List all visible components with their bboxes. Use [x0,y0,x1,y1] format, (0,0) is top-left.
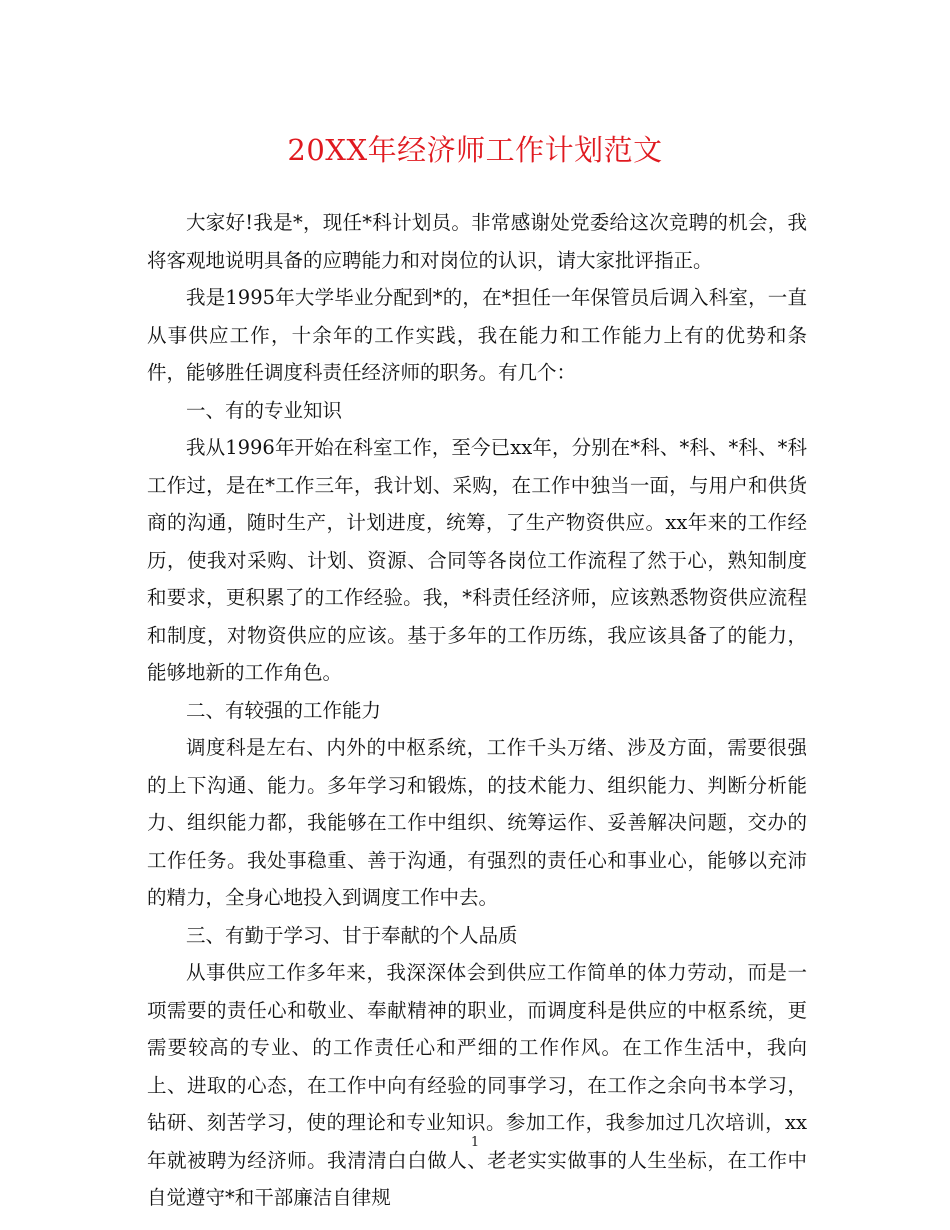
document-title: 20XX年经济师工作计划范文 [287,133,663,167]
paragraph-section-3: 从事供应工作多年来，我深深体会到供应工作简单的体力劳动，而是一项需要的责任心和敬业、奉献精神的职业，而调度科是供应的中枢系统，更需要较高的专业、的工作责任心和严细的工作作风。在工作生活中，我向上、进取的心态，在工作中向有经验的同事学习，在工作之余向书本学习，钻研、刻苦学习，使的理论和专业知识。参加工作，我参加过几次培训，xx年就被聘为经济师。我清清白白做人、老老实实做事的人生坐标，在工作中自觉遵守*和干部廉洁自律规 [147,961,807,1209]
paragraph-section-2: 调度科是左右、内外的中枢系统，工作千头万绪、涉及方面，需要很强的上下沟通、能力。多年学习和锻炼，的技术能力、组织能力、判断分析能力、组织能力都，我能够在工作中组织、统筹运作、妥善解决问题，交办的工作任务。我处事稳重、善于沟通，有强烈的责任心和事业心，能够以充沛的精力，全身心地投入到调度工作中去。 [147,736,807,909]
page-number: 1 [470,1135,480,1150]
section-heading-3: 三、有勤于学习、甘于奉献的个人品质 [186,923,518,947]
paragraph-intro: 大家好!我是*，现任*科计划员。非常感谢处党委给这次竞聘的机会，我将客观地说明具备的应聘能力和对岗位的认识，请大家批评指正。 [147,211,807,272]
section-heading-2: 二、有较强的工作能力 [186,698,382,722]
paragraph-section-1: 我从1996年开始在科室工作，至今已xx年，分别在*科、*科、*科、*科工作过，是在*工作三年，我计划、采购，在工作中独当一面，与用户和供货商的沟通，随时生产，计划进度，统筹，了生产物资供应。xx年来的工作经历，使我对采购、计划、资源、合同等各岗位工作流程了然于心，熟知制度和要求，更积累了的工作经验。我，*科责任经济师，应该熟悉物资供应流程和制度，对物资供应的应该。基于多年的工作历练，我应该具备了的能力，能够地新的工作角色。 [147,436,807,684]
section-heading-1: 一、有的专业知识 [186,398,343,422]
document-body [147,204,807,1217]
paragraph-background: 我是1995年大学毕业分配到*的，在*担任一年保管员后调入科室，一直从事供应工作，十余年的工作实践，我在能力和工作能力上有的优势和条件，能够胜任调度科责任经济师的职务。有几个： [147,286,807,384]
